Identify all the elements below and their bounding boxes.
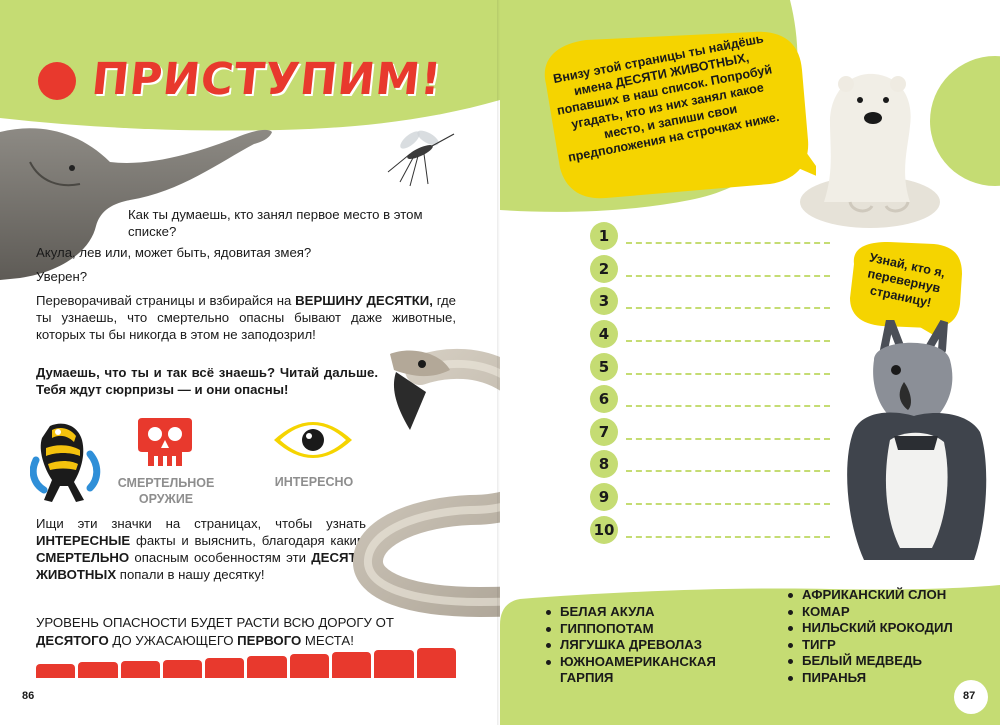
animal-list-left	[544, 604, 764, 687]
danger-level-segment	[332, 652, 371, 678]
ranking-list	[590, 220, 830, 546]
animal-list-item: НИЛЬСКИЙ КРОКОДИЛ	[786, 620, 986, 637]
animal-list-item: БЕЛЫЙ МЕДВЕДЬ	[786, 653, 986, 670]
rank-number: 7	[590, 418, 618, 446]
speech-bubble-hint-text: Внизу этой страницы ты найдёшь имена ДЕСЯТИ ЖИВОТНЫХ, попавших в наш список. Попробуй угадать, кто из них занял какое место, и запиши свои предположения на строчках ниже.	[552, 31, 781, 165]
rank-row-6[interactable]	[590, 383, 830, 416]
rank-answer-line[interactable]	[626, 470, 830, 472]
danger-level-segment	[36, 664, 75, 678]
rank-number: 5	[590, 353, 618, 381]
rank-row-9[interactable]	[590, 481, 830, 514]
explain-bold-ten-animals: ДЕСЯТЬ ЖИВОТНЫХ	[36, 550, 366, 582]
animal-list-item: КОМАР	[786, 604, 986, 621]
page-number-right: 87	[963, 690, 976, 702]
speech-bubble-guess-text: Узнай, кто я, перевернув страницу!	[866, 250, 947, 310]
rank-number: 9	[590, 483, 618, 511]
polar-bear-illustration	[790, 62, 940, 232]
danger-level-segment	[121, 661, 160, 678]
rank-row-3[interactable]	[590, 285, 830, 318]
danger-level-segment	[417, 648, 456, 678]
intro-top-ten-emphasis: ВЕРШИНУ ДЕСЯТКИ,	[295, 293, 433, 308]
intro-turn-pages-text-end: где ты узнаешь, что смертельно опасны бывают даже животные, которых ты бы никогда в этом не заподозрил!	[36, 293, 456, 342]
intro-question: Как ты думаешь, кто занял первое место в этом списке?	[128, 207, 423, 239]
danger-level-segment	[247, 656, 286, 678]
rank-row-10[interactable]	[590, 513, 830, 546]
animal-list-item: ГИППОПОТАМ	[544, 621, 764, 638]
rank-answer-line[interactable]	[626, 438, 830, 440]
rank-number: 4	[590, 320, 618, 348]
intro-guess: Акула, лев или, может быть, ядовитая змея?	[36, 245, 312, 260]
rank-number: 2	[590, 255, 618, 283]
animal-list-item: ТИГР	[786, 637, 986, 654]
rank-number: 8	[590, 450, 618, 478]
right-page	[500, 0, 1000, 725]
rank-number: 3	[590, 287, 618, 315]
rank-number: 10	[590, 516, 618, 544]
danger-text-3: МЕСТА!	[301, 633, 354, 648]
rank-number: 1	[590, 222, 618, 250]
poison-dart-frog-illustration	[30, 420, 102, 506]
intro-turn-pages	[36, 292, 456, 343]
skull-icon	[134, 412, 196, 472]
danger-level-segment	[78, 662, 117, 678]
rank-row-4[interactable]	[590, 318, 830, 351]
danger-level-segment	[205, 658, 244, 678]
rank-number: 6	[590, 385, 618, 413]
animal-list-item: БЕЛАЯ АКУЛА	[544, 604, 764, 621]
harpy-eagle-illustration	[834, 320, 994, 570]
intro-turn-pages-text: Переворачивай страницы и взбирайся на	[36, 293, 296, 308]
rank-row-1[interactable]	[590, 220, 830, 253]
explain-bold-deadly: СМЕРТЕЛЬНО	[36, 550, 130, 565]
animal-list-item: ЛЯГУШКА ДРЕВОЛАЗ	[544, 637, 764, 654]
danger-text-2: ДО УЖАСАЮЩЕГО	[108, 633, 238, 648]
explain-text-3: опасным особенностям эти	[129, 550, 312, 565]
danger-level-segment	[290, 654, 329, 678]
mosquito-illustration	[380, 122, 460, 192]
rank-answer-line[interactable]	[626, 405, 830, 407]
rank-answer-line[interactable]	[626, 340, 830, 342]
danger-level-bar	[36, 648, 456, 678]
danger-text-1: УРОВЕНЬ ОПАСНОСТИ БУДЕТ РАСТИ ВСЮ ДОРОГУ ОТ	[36, 615, 394, 630]
explain-text-1: Ищи эти значки на страницах, чтобы узнать	[36, 516, 366, 531]
rank-answer-line[interactable]	[626, 536, 830, 538]
rank-answer-line[interactable]	[626, 242, 830, 244]
explain-bold-interesting: ИНТЕРЕСНЫЕ	[36, 533, 131, 548]
teaser-text: Думаешь, что ты и так всё знаешь? Читай дальше. Тебя ждут сюрпризы — и они опасны!	[36, 365, 378, 397]
rank-answer-line[interactable]	[626, 373, 830, 375]
animal-list-item: АФРИКАНСКИЙ СЛОН	[786, 587, 986, 604]
rank-answer-line[interactable]	[626, 275, 830, 277]
deadly-weapon-label: СМЕРТЕЛЬНОЕ ОРУЖИЕ	[117, 476, 215, 506]
icons-explanation	[36, 515, 366, 583]
animal-list-item: ЮЖНОАМЕРИКАНСКАЯ ГАРПИЯ	[544, 654, 764, 687]
rank-row-8[interactable]	[590, 448, 830, 481]
page-number-left: 86	[22, 690, 35, 702]
rank-answer-line[interactable]	[626, 503, 830, 505]
danger-bold-first: ПЕРВОГО	[237, 633, 302, 648]
animal-list-right	[786, 587, 986, 687]
danger-level-segment	[374, 650, 413, 678]
page-title: ПРИСТУПИМ!	[89, 54, 445, 105]
rank-row-7[interactable]	[590, 416, 830, 449]
rank-row-2[interactable]	[590, 253, 830, 286]
title-bullet	[38, 62, 76, 100]
danger-bold-tenth: ДЕСЯТОГО	[36, 633, 109, 648]
animal-list-item: ПИРАНЬЯ	[786, 670, 986, 687]
rank-answer-line[interactable]	[626, 307, 830, 309]
explain-text-4: попали в нашу десятку!	[116, 567, 265, 582]
intro-sure: Уверен?	[36, 269, 88, 284]
explain-text-2: факты и выяснить, благодаря каким	[130, 533, 366, 548]
rank-row-5[interactable]	[590, 350, 830, 383]
danger-level-segment	[163, 660, 202, 678]
interesting-label: ИНТЕРЕСНО	[274, 475, 354, 489]
